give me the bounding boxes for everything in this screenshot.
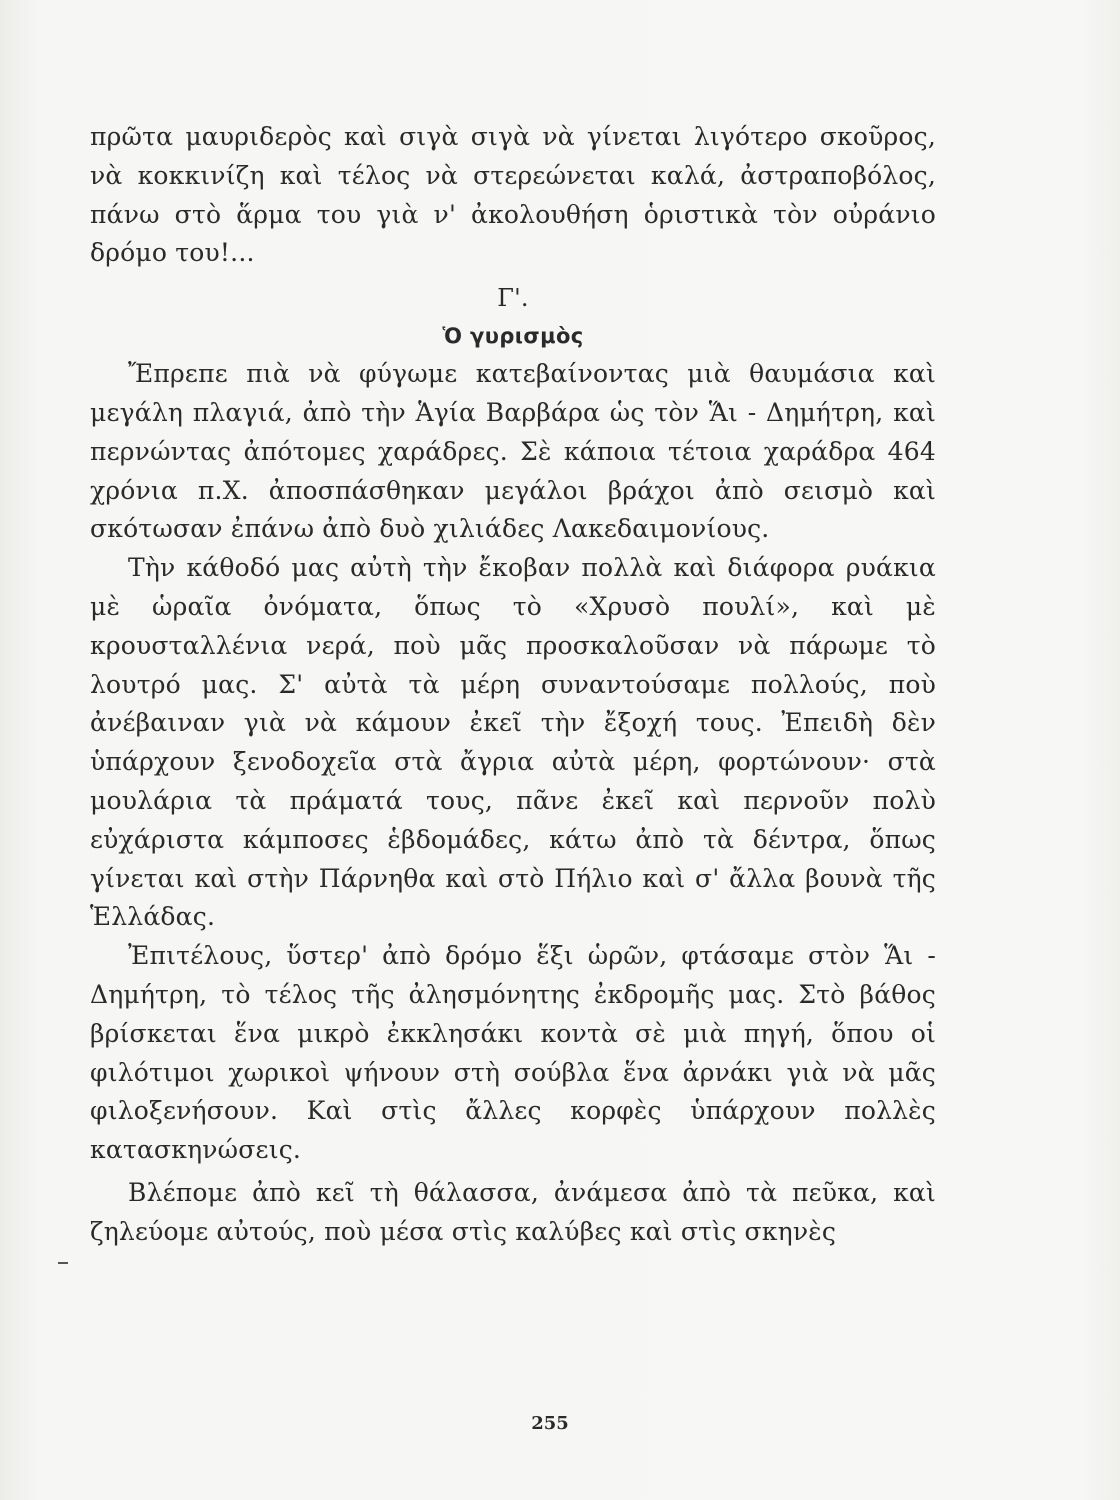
paragraph-continuation: πρῶτα μαυριδερὸς καὶ σιγὰ σιγὰ νὰ γίνεται λιγότερο σκοῦρος, νὰ κοκκινίζη καὶ τέλος νὰ στερεώνεται καλά, ἀστραποβόλος, πάνω στὸ ἅρμα του γιὰ ν' ἀκολουθήση ὁριστικὰ τὸν οὐράνιο δρόμο του!... <box>90 122 936 268</box>
paragraph-last: Βλέπομε ἀπὸ κεῖ τὴ θάλασσα, ἀνάμεσα ἀπὸ τὰ πεῦκα, καὶ ζηλεύομε αὐτούς, ποὺ μέσα στὶς καλύβες καὶ στὶς σκηνὲς <box>90 1177 936 1246</box>
page-text <box>90 118 936 1252</box>
paragraph: Ἐπιτέλους, ὕστερ' ἀπὸ δρόμο ἕξι ὡρῶν, φτάσαμε στὸν Ἅι - Δημήτρη, τὸ τέλος τῆς ἀλησμόνητης ἐκδρομῆς μας. Στὸ βάθος βρίσκεται ἕνα μικρὸ ἐκκλησάκι κοντὰ σὲ μιὰ πηγή, ὅπου οἱ φιλότιμοι χωρικοὶ ψήνουν στὴ σούβλα ἕνα ἀρνάκι γιὰ νὰ μᾶς φιλοξενήσουν. Καὶ στὶς ἄλλες κορφὲς ὑπάρχουν πολλὲς κατασκηνώσεις. <box>90 941 936 1165</box>
section-number: Γ'. <box>497 284 529 313</box>
margin-mark <box>58 1262 68 1264</box>
section-title: Ὁ γυρισμὸς <box>442 324 584 349</box>
paragraph: Τὴν κάθοδό μας αὐτὴ τὴν ἔκοβαν πολλὰ καὶ διάφορα ρυάκια μὲ ὡραῖα ὀνόματα, ὅπως τὸ «Χρυσὸ πουλί», καὶ μὲ κρουσταλλένια νερά, ποὺ μᾶς προσκαλοῦσαν νὰ πάρωμε τὸ λουτρό μας. Σ' αὐτὰ τὰ μέρη συναντούσαμε πολλούς, ποὺ ἀνέβαιναν γιὰ νὰ κάμουν ἐκεῖ τὴν ἔξοχή τους. Ἐπειδὴ δὲν ὑπάρχουν ξενοδοχεῖα στὰ ἄγρια αὐτὰ μέρη, φορτώνουν· στὰ μουλάρια τὰ πράματά τους, πᾶνε ἐκεῖ καὶ περνοῦν πολὺ εὐχάριστα κάμποσες ἑβδομάδες, κάτω ἀπὸ τὰ δέντρα, ὅπως γίνεται καὶ στὴν Πάρνηθα καὶ στὸ Πήλιο καὶ σ' ἄλλα βουνὰ τῆς Ἑλλάδας. <box>90 553 936 932</box>
paragraph: Ἔπρεπε πιὰ νὰ φύγωμε κατεβαίνοντας μιὰ θαυμάσια καὶ μεγάλη πλαγιά, ἀπὸ τὴν Ἁγία Βαρβάρα ὡς τὸν Ἅι - Δημήτρη, καὶ περνώντας ἀπότομες χαράδρες. Σὲ κάποια τέτοια χαράδρα 464 χρόνια π.Χ. ἀποσπάσθηκαν μεγάλοι βράχοι ἀπὸ σεισμὸ καὶ σκότωσαν ἐπάνω ἀπὸ δυὸ χιλιάδες Λακεδαιμονίους. <box>90 359 936 544</box>
page-number: 255 <box>531 1413 569 1434</box>
